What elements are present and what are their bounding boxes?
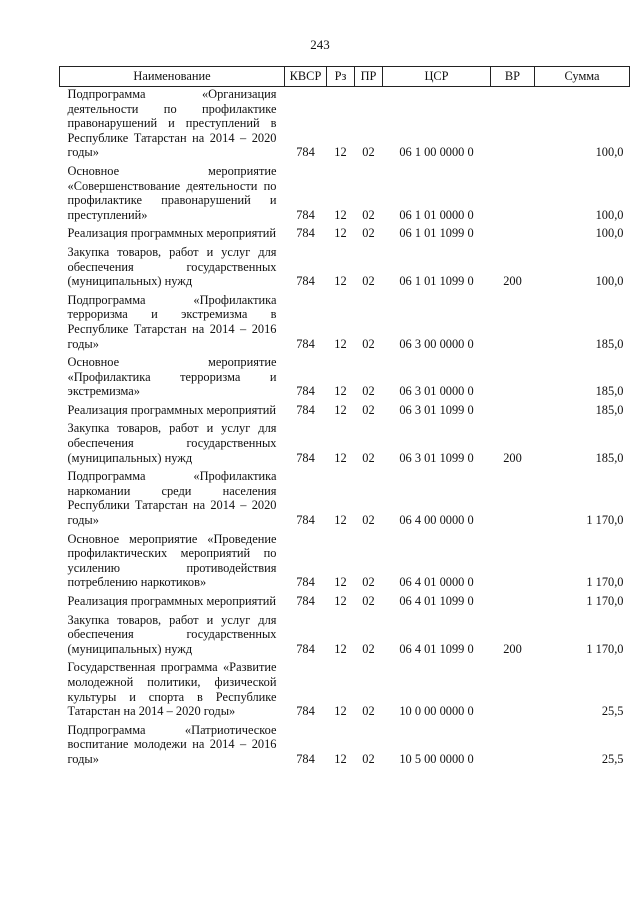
table-row bbox=[60, 469, 630, 531]
kvsr-cell: 784 bbox=[296, 641, 315, 656]
name-cell: Основное мероприятие «Профилактика терроризма и экстремизма» bbox=[67, 355, 277, 399]
table-row bbox=[60, 532, 630, 594]
name-cell: Подпрограмма «Организация деятельности по профилактике правонарушений и преступлений в Республике Татарстан на 2014 – 2020 годы» bbox=[67, 87, 277, 160]
vr-cell bbox=[491, 226, 535, 245]
csr-cell: 06 1 00 0000 0 bbox=[399, 145, 474, 160]
csr-cell: 10 0 00 0000 0 bbox=[399, 704, 474, 719]
table-row bbox=[60, 403, 630, 422]
name-cell: Реализация программных мероприятий bbox=[67, 594, 277, 608]
sum-cell: 185,0 bbox=[595, 336, 624, 351]
vr-cell: 200 bbox=[503, 641, 522, 656]
rz-cell: 12 bbox=[334, 594, 347, 608]
vr-cell bbox=[491, 355, 535, 403]
table-row bbox=[60, 660, 630, 722]
vr-cell bbox=[491, 532, 535, 594]
table-row bbox=[60, 355, 630, 403]
pr-cell: 02 bbox=[362, 145, 375, 160]
vr-cell bbox=[491, 293, 535, 355]
sum-cell: 1 170,0 bbox=[586, 641, 624, 656]
table-row bbox=[60, 293, 630, 355]
vr-cell bbox=[491, 660, 535, 722]
csr-cell: 06 4 01 1099 0 bbox=[399, 641, 474, 656]
table-row bbox=[60, 723, 630, 771]
pr-cell: 02 bbox=[362, 594, 375, 608]
rz-cell: 12 bbox=[334, 402, 347, 417]
header-name: Наименование bbox=[60, 67, 285, 87]
rz-cell: 12 bbox=[334, 641, 347, 656]
csr-cell: 06 3 00 0000 0 bbox=[399, 336, 474, 351]
kvsr-cell: 784 bbox=[296, 575, 315, 590]
kvsr-cell: 784 bbox=[296, 450, 315, 465]
rz-cell: 12 bbox=[334, 513, 347, 528]
header-kvsr: КВСР bbox=[285, 67, 327, 87]
name-cell: Основное мероприятие «Совершенствование деятельности по профилактике правонарушений и преступлений» bbox=[67, 163, 277, 222]
pr-cell: 02 bbox=[362, 751, 375, 766]
vr-cell bbox=[491, 87, 535, 164]
name-cell: Подпрограмма «Профилактика наркомании среди населения Республики Татарстан на 2014 – 2020 годы» bbox=[67, 469, 277, 528]
vr-cell bbox=[491, 723, 535, 771]
vr-cell bbox=[491, 403, 535, 422]
table-row bbox=[60, 226, 630, 245]
pr-cell: 02 bbox=[362, 226, 375, 241]
budget-table bbox=[59, 66, 630, 771]
name-cell: Подпрограмма «Патриотическое воспитание молодежи на 2014 – 2016 годы» bbox=[67, 722, 277, 766]
header-pr: ПР bbox=[355, 67, 383, 87]
kvsr-cell: 784 bbox=[296, 226, 315, 241]
rz-cell: 12 bbox=[334, 207, 347, 222]
vr-cell bbox=[491, 594, 535, 613]
csr-cell: 10 5 00 0000 0 bbox=[399, 751, 474, 766]
kvsr-cell: 784 bbox=[296, 402, 315, 417]
header-rz: Рз bbox=[327, 67, 355, 87]
csr-cell: 06 3 01 1099 0 bbox=[399, 402, 474, 417]
rz-cell: 12 bbox=[334, 450, 347, 465]
pr-cell: 02 bbox=[362, 274, 375, 289]
rz-cell: 12 bbox=[334, 226, 347, 241]
table-row bbox=[60, 594, 630, 613]
rz-cell: 12 bbox=[334, 704, 347, 719]
csr-cell: 06 3 01 0000 0 bbox=[399, 384, 474, 399]
sum-cell: 25,5 bbox=[601, 704, 624, 719]
kvsr-cell: 784 bbox=[296, 704, 315, 719]
sum-cell: 100,0 bbox=[595, 145, 624, 160]
csr-cell: 06 4 01 1099 0 bbox=[399, 594, 474, 608]
kvsr-cell: 784 bbox=[296, 274, 315, 289]
sum-cell: 185,0 bbox=[595, 384, 624, 399]
table-row bbox=[60, 613, 630, 661]
pr-cell: 02 bbox=[362, 402, 375, 417]
pr-cell: 02 bbox=[362, 641, 375, 656]
name-cell: Закупка товаров, работ и услуг для обеспечения государственных (муниципальных) нужд bbox=[67, 244, 277, 289]
sum-cell: 100,0 bbox=[595, 207, 624, 222]
name-cell: Закупка товаров, работ и услуг для обеспечения государственных (муниципальных) нужд bbox=[67, 612, 277, 656]
rz-cell: 12 bbox=[334, 751, 347, 766]
rz-cell: 12 bbox=[334, 575, 347, 590]
pr-cell: 02 bbox=[362, 336, 375, 351]
rz-cell: 12 bbox=[334, 384, 347, 399]
kvsr-cell: 784 bbox=[296, 594, 315, 608]
vr-cell bbox=[491, 164, 535, 226]
pr-cell: 02 bbox=[362, 450, 375, 465]
table-row bbox=[60, 245, 630, 293]
csr-cell: 06 4 01 0000 0 bbox=[399, 575, 474, 590]
name-cell: Подпрограмма «Профилактика терроризма и экстремизма в Республике Татарстан на 2014 – 2016 годы» bbox=[67, 292, 277, 351]
vr-cell bbox=[491, 469, 535, 531]
name-cell: Реализация программных мероприятий bbox=[67, 226, 277, 241]
table-body bbox=[60, 87, 630, 771]
sum-cell: 185,0 bbox=[595, 450, 624, 465]
name-cell: Закупка товаров, работ и услуг для обеспечения государственных (муниципальных) нужд bbox=[67, 421, 277, 465]
table-header-row bbox=[60, 67, 630, 87]
name-cell: Государственная программа «Развитие молодежной политики, физической культуры и спорта в Республике Татарстан на 2014 – 2020 годы» bbox=[67, 660, 277, 719]
pr-cell: 02 bbox=[362, 513, 375, 528]
table-row bbox=[60, 421, 630, 469]
pr-cell: 02 bbox=[362, 575, 375, 590]
vr-cell: 200 bbox=[503, 274, 522, 289]
kvsr-cell: 784 bbox=[296, 207, 315, 222]
csr-cell: 06 1 01 0000 0 bbox=[399, 207, 474, 222]
page-number: 243 bbox=[310, 37, 330, 52]
name-cell: Основное мероприятие «Проведение профилактических мероприятий по усилению противодействия потреблению наркотиков» bbox=[67, 531, 277, 590]
pr-cell: 02 bbox=[362, 704, 375, 719]
sum-cell: 1 170,0 bbox=[586, 594, 624, 608]
kvsr-cell: 784 bbox=[296, 751, 315, 766]
pr-cell: 02 bbox=[362, 207, 375, 222]
name-cell: Реализация программных мероприятий bbox=[67, 402, 277, 417]
kvsr-cell: 784 bbox=[296, 336, 315, 351]
kvsr-cell: 784 bbox=[296, 513, 315, 528]
rz-cell: 12 bbox=[334, 145, 347, 160]
sum-cell: 1 170,0 bbox=[586, 575, 624, 590]
sum-cell: 1 170,0 bbox=[586, 513, 624, 528]
csr-cell: 06 4 00 0000 0 bbox=[399, 513, 474, 528]
sum-cell: 185,0 bbox=[595, 402, 624, 417]
sum-cell: 100,0 bbox=[595, 226, 624, 241]
table-row bbox=[60, 87, 630, 164]
kvsr-cell: 784 bbox=[296, 145, 315, 160]
csr-cell: 06 3 01 1099 0 bbox=[399, 450, 474, 465]
csr-cell: 06 1 01 1099 0 bbox=[399, 274, 474, 289]
table-row bbox=[60, 164, 630, 226]
csr-cell: 06 1 01 1099 0 bbox=[399, 226, 474, 241]
sum-cell: 25,5 bbox=[601, 751, 624, 766]
header-sum: Сумма bbox=[535, 67, 630, 87]
kvsr-cell: 784 bbox=[296, 384, 315, 399]
header-vr: ВР bbox=[491, 67, 535, 87]
rz-cell: 12 bbox=[334, 336, 347, 351]
rz-cell: 12 bbox=[334, 274, 347, 289]
vr-cell: 200 bbox=[503, 450, 522, 465]
pr-cell: 02 bbox=[362, 384, 375, 399]
sum-cell: 100,0 bbox=[595, 274, 624, 289]
header-csr: ЦСР bbox=[383, 67, 491, 87]
